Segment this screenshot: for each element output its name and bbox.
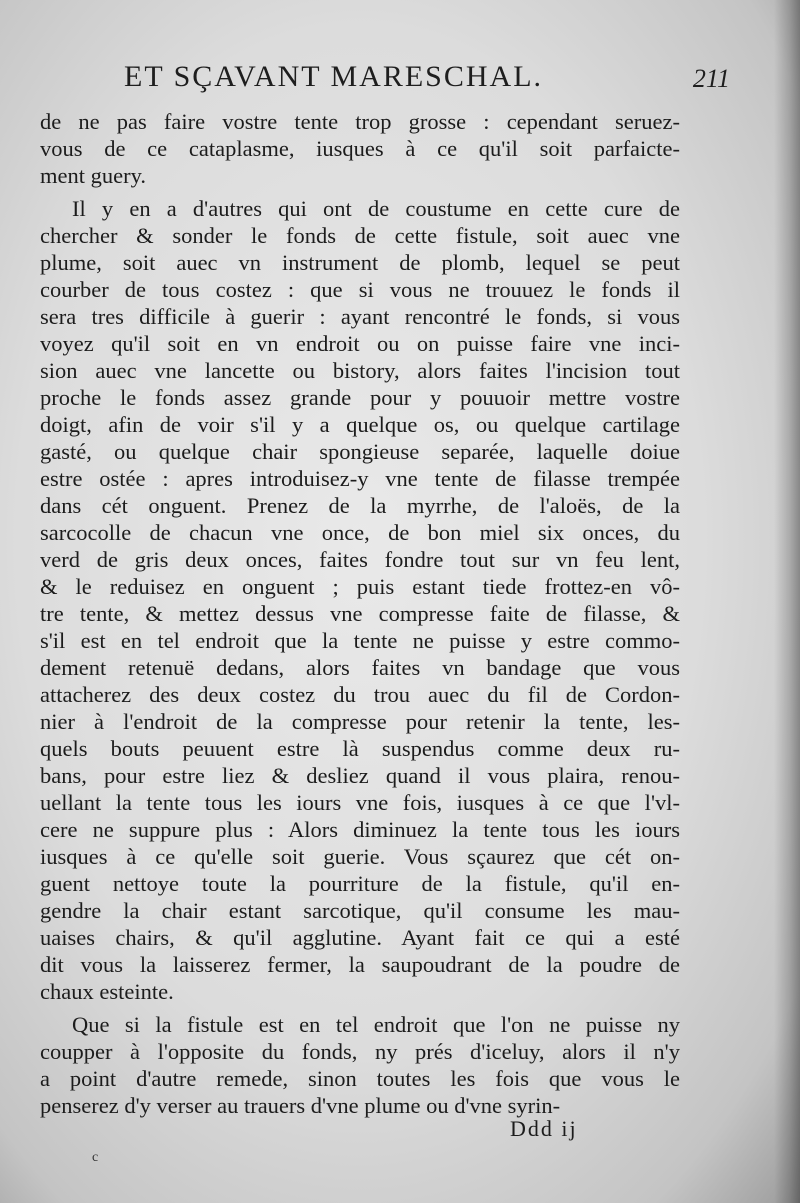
text-line: courber de tous costez : que si vous ne trouuez le fonds il (40, 277, 680, 302)
body-text (40, 108, 680, 1119)
corner-mark: c (92, 1150, 99, 1165)
text-line: uaises chairs, & qu'il agglutine. Ayant fait ce qui a esté (40, 925, 680, 950)
paragraph (40, 195, 680, 1005)
text-line: attacherez des deux costez du trou auec du fil de Cordon- (40, 682, 680, 707)
text-line: Il y en a d'autres qui ont de coustume en cette cure de (72, 196, 680, 221)
text-line: quels bouts peuuent estre là suspendus comme deux ru- (40, 736, 680, 761)
text-line: sarcocolle de chacun vne once, de bon miel six onces, du (40, 520, 680, 545)
paragraph (40, 108, 680, 189)
text-line: guent nettoye toute la pourriture de la fistule, qu'il en- (40, 871, 680, 896)
page-number: 211 (692, 64, 730, 93)
text-line: plume, soit auec vn instrument de plomb, lequel se peut (40, 250, 680, 275)
text-line: cere ne suppure plus : Alors diminuez la tente tous les iours (40, 817, 680, 842)
text-line: de ne pas faire vostre tente trop grosse : cependant seruez- (40, 109, 680, 134)
paragraph (40, 1011, 680, 1119)
text-line: verd de gris deux onces, faites fondre tout sur vn feu lent, (40, 547, 680, 572)
text-line: sera tres difficile à guerir : ayant rencontré le fonds, si vous (40, 304, 680, 329)
text-line: ment guery. (40, 163, 147, 188)
text-line: dit vous la laisserez fermer, la saupoudrant de la poudre de (40, 952, 680, 977)
text-line: proche le fonds assez grande pour y pouuoir mettre vostre (40, 385, 680, 410)
text-line: coupper à l'opposite du fonds, ny prés d'iceluy, alors il n'y (40, 1039, 680, 1064)
text-line: bans, pour estre liez & desliez quand il vous plaira, renou- (40, 763, 680, 788)
text-line: gasté, ou quelque chair spongieuse separée, laquelle doiue (40, 439, 680, 464)
signature-mark: Ddd ij (510, 1116, 578, 1141)
text-line: chaux esteinte. (40, 979, 174, 1004)
running-head: ET SÇAVANT MARESCHAL. (124, 60, 544, 93)
text-line: tre tente, & mettez dessus vne compresse faite de filasse, & (40, 601, 680, 626)
text-line: Que si la fistule est en tel endroit que l'on ne puisse ny (72, 1012, 680, 1037)
text-line: & le reduisez en onguent ; puis estant tiede frottez-en vô- (40, 574, 680, 599)
text-line: s'il est en tel endroit que la tente ne puisse y estre commo- (40, 628, 680, 653)
text-line: vous de ce cataplasme, iusques à ce qu'il soit parfaicte- (40, 136, 680, 161)
text-line: estre ostée : apres introduisez-y vne tente de filasse trempée (40, 466, 680, 491)
text-line: penserez d'y verser au trauers d'vne plume ou d'vne syrin- (40, 1093, 561, 1118)
page-shadow-edge (774, 0, 800, 1203)
text-line: doigt, afin de voir s'il y a quelque os, ou quelque cartilage (40, 412, 680, 437)
text-line: dans cét onguent. Prenez de la myrrhe, de l'aloës, de la (40, 493, 680, 518)
text-line: a point d'autre remede, sinon toutes les fois que vous le (40, 1066, 680, 1091)
text-line: nier à l'endroit de la compresse pour retenir la tente, les- (40, 709, 680, 734)
text-line: uellant la tente tous les iours vne fois, iusques à ce que l'vl- (40, 790, 680, 815)
text-line: chercher & sonder le fonds de cette fistule, soit auec vne (40, 223, 680, 248)
text-line: dement retenuë dedans, alors faites vn bandage que vous (40, 655, 680, 680)
page-header (110, 58, 730, 98)
text-line: gendre la chair estant sarcotique, qu'il consume les mau- (40, 898, 680, 923)
text-line: voyez qu'il soit en vn endroit ou on puisse faire vne inci- (40, 331, 680, 356)
text-line: sion auec vne lancette ou bistory, alors faites l'incision tout (40, 358, 680, 383)
text-line: iusques à ce qu'elle soit guerie. Vous sçaurez que cét on- (40, 844, 680, 869)
